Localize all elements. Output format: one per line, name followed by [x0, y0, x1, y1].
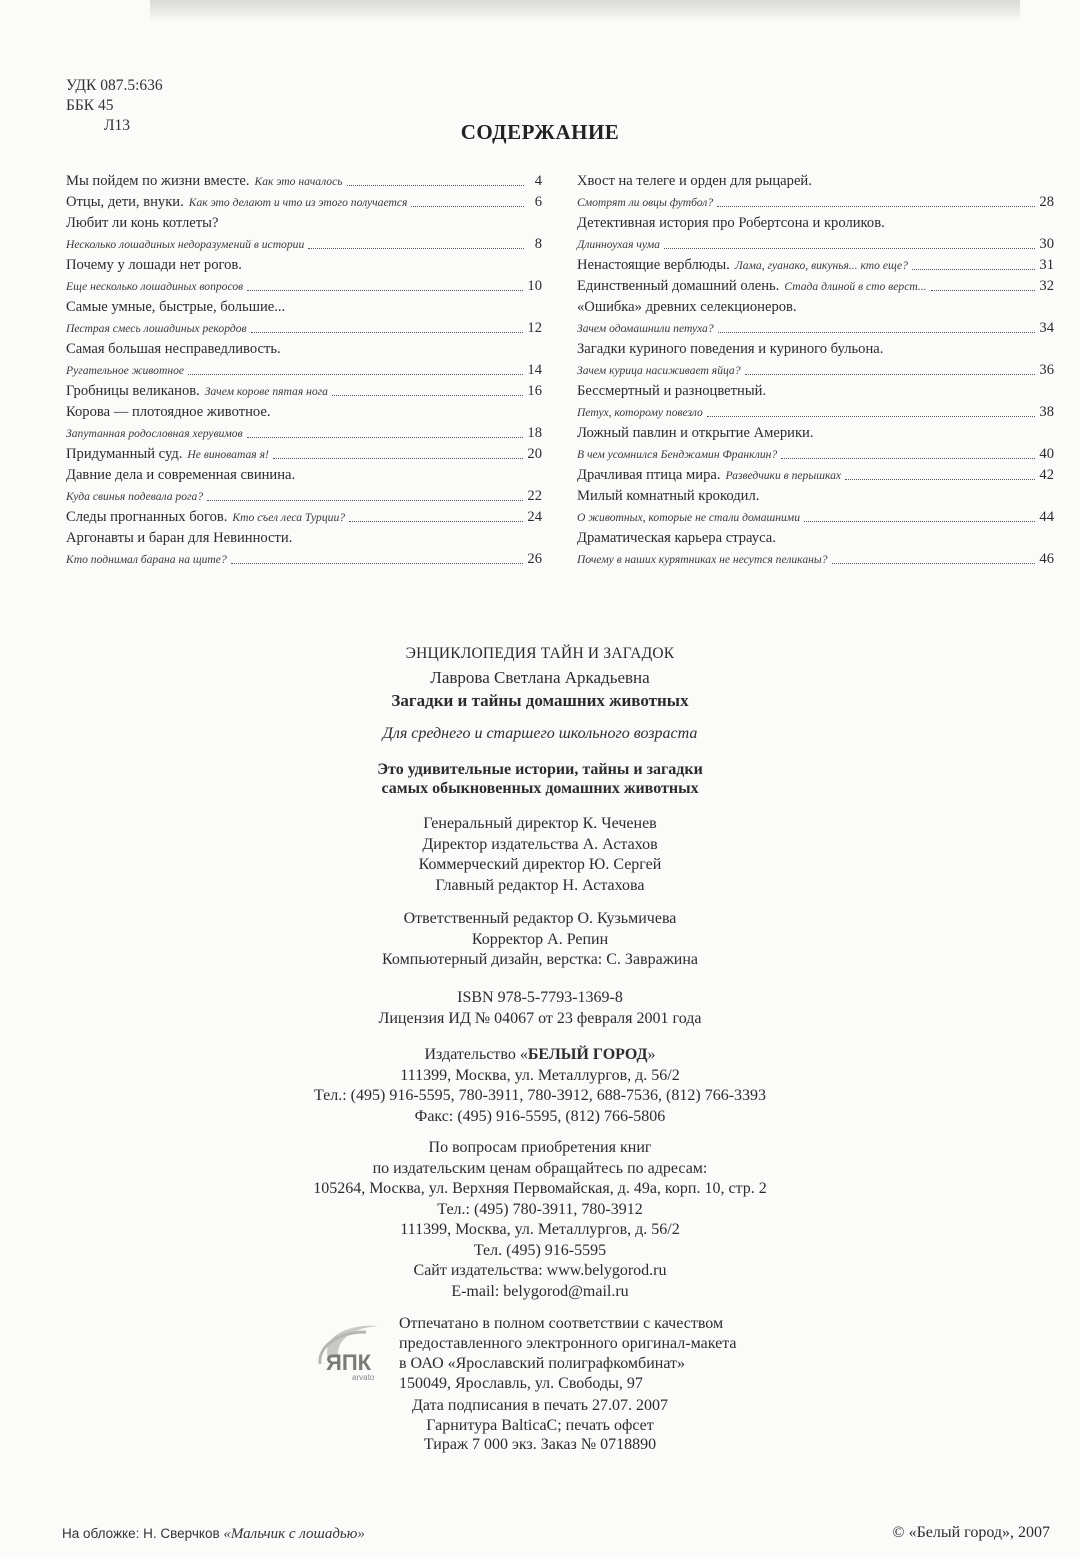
publisher-phone: Тел.: (495) 916-5595, 780-3911, 780-3912, 688-7536, (812) 766-3393	[313, 1087, 767, 1104]
toc-entry-subtitle: Как это делают и что из этого получается	[188, 196, 408, 209]
staff-line: Генеральный директор К. Чеченев	[423, 815, 657, 832]
toc-entry[interactable]	[66, 339, 542, 381]
toc-entry-subtitle: Лама, гуанако, викунья... кто еще?	[734, 259, 908, 272]
staff-line: Корректор А. Репин	[471, 930, 609, 948]
toc-entry-title: Отцы, дети, внуки.	[66, 194, 184, 210]
toc-entry-title: Самые умные, быстрые, большие...	[66, 299, 286, 315]
toc-entry[interactable]	[577, 486, 1054, 528]
staff-line: Директор издательства А. Астахов	[422, 835, 658, 853]
toc-page-number: 22	[527, 488, 542, 504]
toc-page-number: 32	[1039, 278, 1054, 294]
cover-label: На обложке: Н. Сверчков	[62, 1526, 224, 1541]
cover-credit	[62, 1526, 365, 1543]
toc-entry-subtitle: Несколько лошадиных недоразумений в истории	[66, 238, 305, 251]
leader-dots	[664, 248, 1035, 249]
printer-line: в ОАО «Ярославский полиграфкомбинат»	[399, 1355, 685, 1372]
toc-entry[interactable]	[577, 465, 1054, 486]
toc-entry-title: Единственный домашний олень.	[577, 278, 780, 294]
toc-entry[interactable]	[577, 276, 1054, 297]
toc-entry-subtitle: В чем усомнился Бенджамин Франклин?	[577, 448, 778, 461]
toc-entry-subtitle: Ругательное животное	[66, 364, 185, 377]
toc-entry-subtitle: Еще несколько лошадиных вопросов	[66, 280, 244, 293]
toc-entry-title: Давние дела и современная свинина.	[66, 467, 296, 483]
toc-page-number: 18	[527, 425, 542, 441]
toc-entry[interactable]	[66, 528, 542, 570]
toc-entry[interactable]	[66, 192, 542, 213]
leader-dots	[347, 185, 525, 186]
series-name: ЭНЦИКЛОПЕДИЯ ТАЙН И ЗАГАДОК	[405, 645, 675, 662]
toc-page-number: 34	[1039, 320, 1054, 336]
annotation-line: Это удивительные истории, тайны и загадки	[377, 761, 703, 778]
toc-entry-subtitle: Не виноватая я!	[187, 448, 269, 461]
toc-entry-title: Корова — плотоядное животное.	[66, 404, 271, 420]
printer-line: Отпечатано в полном соответствии с качеством	[399, 1315, 724, 1332]
leader-dots	[251, 332, 524, 333]
staff-list-2	[0, 909, 1080, 971]
toc-entry-title: Драматическая карьера страуса.	[577, 530, 776, 546]
book-title: Загадки и тайны домашних животных	[391, 691, 689, 710]
email-line[interactable]: E-mail: belygorod@mail.ru	[451, 1282, 629, 1300]
purchase-line: Тел.: (495) 780-3911, 780-3912	[437, 1200, 643, 1218]
isbn-block	[0, 988, 1080, 1029]
leader-dots	[308, 248, 524, 249]
publisher-suffix: »	[647, 1046, 656, 1063]
leader-dots	[832, 563, 1036, 564]
udk-code: УДК 087.5:636	[66, 77, 163, 94]
toc-entry[interactable]	[66, 297, 542, 339]
toc-entry[interactable]	[577, 213, 1054, 255]
toc-page-number: 6	[534, 194, 542, 210]
printer-block	[399, 1314, 737, 1394]
print-data-line: Дата подписания в печать 27.07. 2007	[412, 1397, 668, 1414]
toc-entry[interactable]	[66, 444, 542, 465]
leader-dots	[718, 332, 1036, 333]
purchase-line: По вопросам приобретения книг	[428, 1139, 652, 1156]
toc-entry[interactable]	[66, 255, 542, 297]
annotation	[0, 760, 1080, 798]
copyright: © «Белый город», 2007	[892, 1524, 1050, 1541]
toc-page-number: 36	[1039, 362, 1054, 378]
toc-entry-title: Ложный павлин и открытие Америки.	[577, 425, 814, 441]
toc-entry[interactable]	[66, 402, 542, 444]
leader-dots	[332, 395, 523, 396]
bbk-code: ББК 45	[66, 97, 114, 114]
toc-entry-title: Гробницы великанов.	[66, 383, 200, 399]
toc-page-number: 10	[527, 278, 542, 294]
toc-entry[interactable]	[577, 297, 1054, 339]
scan-edge-strip	[150, 0, 1020, 22]
toc-page-number: 20	[527, 446, 542, 462]
leader-dots	[247, 290, 523, 291]
leader-dots	[931, 290, 1036, 291]
toc-entry[interactable]	[66, 381, 542, 402]
staff-line: Компьютерный дизайн, верстка: С. Завражина	[382, 951, 698, 968]
publisher-prefix: Издательство «	[424, 1046, 528, 1063]
license: Лицензия ИД № 04067 от 23 февраля 2001 года	[378, 1009, 702, 1027]
toc-entry[interactable]	[66, 465, 542, 507]
leader-dots	[781, 458, 1035, 459]
leader-dots	[207, 500, 523, 501]
toc-page-number: 28	[1039, 194, 1054, 210]
toc-page-number: 8	[534, 236, 542, 252]
leader-dots	[349, 521, 523, 522]
printer-logo-icon	[308, 1318, 394, 1382]
publisher-name: БЕЛЫЙ ГОРОД	[527, 1046, 648, 1063]
staff-line: Коммерческий директор Ю. Сергей	[418, 856, 662, 873]
toc-entry[interactable]	[66, 507, 542, 528]
leader-dots	[411, 206, 524, 207]
toc-page-number: 16	[527, 383, 542, 399]
toc-entry-title: Мы пойдем по жизни вместе.	[66, 173, 250, 189]
toc-entry-subtitle: Запутанная родословная херувимов	[66, 427, 243, 440]
toc-entry-title: Почему у лошади нет рогов.	[66, 257, 242, 273]
toc-entry-subtitle: Зачем курица насиживает яйца?	[577, 364, 741, 377]
toc-entry-subtitle: Стада длиной в сто верст...	[784, 280, 927, 293]
toc-entry-subtitle: Петух, которому повезло	[577, 406, 703, 419]
toc-entry-title: Драчливая птица мира.	[577, 467, 721, 483]
logo-sub: arvato	[352, 1373, 375, 1382]
toc-entry[interactable]	[577, 339, 1054, 381]
publisher-name-line	[0, 1045, 1080, 1066]
toc-entry-title: Самая большая несправедливость.	[66, 341, 281, 357]
toc-page-number: 31	[1039, 257, 1054, 273]
toc-page-number: 40	[1039, 446, 1054, 462]
staff-line: Главный редактор Н. Астахова	[435, 876, 645, 894]
toc-entry-title: Хвост на телеге и орден для рыцарей.	[577, 173, 812, 189]
age-group: Для среднего и старшего школьного возраста	[382, 725, 698, 742]
toc-entry[interactable]	[66, 213, 542, 255]
staff-list-1	[0, 814, 1080, 896]
toc-entry-title: Детективная история про Робертсона и кроликов.	[577, 215, 885, 231]
isbn: ISBN 978-5-7793-1369-8	[457, 989, 623, 1006]
toc-entry-subtitle: Смотрят ли овцы футбол?	[577, 196, 714, 209]
toc-page-number: 44	[1039, 509, 1054, 525]
toc-entry-subtitle: Зачем корове пятая нога	[204, 385, 328, 398]
toc-entry-subtitle: Почему в наших курятниках не несутся пеликаны?	[577, 553, 828, 566]
toc-entry-title: Загадки куриного поведения и куриного бульона.	[577, 341, 884, 357]
toc-entry-title: Бессмертный и разноцветный.	[577, 383, 767, 399]
purchase-line: 111399, Москва, ул. Металлургов, д. 56/2	[400, 1221, 680, 1238]
leader-dots	[231, 563, 524, 564]
leader-dots	[745, 374, 1036, 375]
toc-page-number: 12	[527, 320, 542, 336]
toc-entry[interactable]	[577, 423, 1054, 465]
purchase-line: по издательским ценам обращайтесь по адресам:	[372, 1159, 708, 1177]
website-line[interactable]: Сайт издательства: www.belygorod.ru	[413, 1262, 667, 1279]
leader-dots	[188, 374, 523, 375]
toc-page-number: 42	[1039, 467, 1054, 483]
toc-entry-subtitle: Куда свинья подевала рога?	[66, 490, 204, 503]
print-data-line: Гарнитура BalticaC; печать офсет	[426, 1416, 654, 1434]
toc-entry-subtitle: Кто поднимал барана на щите?	[66, 553, 227, 566]
publisher-address: 111399, Москва, ул. Металлургов, д. 56/2	[400, 1066, 680, 1084]
toc-entry-subtitle: Пестрая смесь лошадиных рекордов	[66, 322, 247, 335]
toc-page-number: 38	[1039, 404, 1054, 420]
toc-entry-subtitle: Длинноухая чума	[577, 238, 660, 251]
leader-dots	[273, 458, 524, 459]
toc-entry-title: Придуманный суд.	[66, 446, 183, 462]
toc-entry[interactable]	[66, 171, 542, 192]
toc-entry-subtitle: Как это началось	[254, 175, 343, 188]
toc-entry[interactable]	[577, 381, 1054, 423]
toc-entry-title: Любит ли конь котлеты?	[66, 215, 219, 231]
annotation-line: самых обыкновенных домашних животных	[381, 780, 699, 797]
toc-right-column	[577, 171, 1054, 570]
toc-entry[interactable]	[577, 528, 1054, 570]
toc-entry[interactable]	[577, 255, 1054, 276]
leader-dots	[845, 479, 1035, 480]
leader-dots	[247, 437, 524, 438]
cover-work: «Мальчик с лошадью»	[223, 1526, 365, 1542]
toc-entry-subtitle: Разведчики в перышках	[725, 469, 842, 482]
toc-entry-subtitle: Зачем одомашнили петуха?	[577, 322, 714, 335]
toc-title: СОДЕРЖАНИЕ	[460, 120, 620, 144]
leader-dots	[707, 416, 1036, 417]
purchase-block	[0, 1138, 1080, 1302]
publisher-block	[0, 1045, 1080, 1127]
leader-dots	[717, 206, 1035, 207]
purchase-line: Тел. (495) 916-5595	[473, 1241, 607, 1259]
publisher-fax: Факс: (495) 916-5595, (812) 766-5806	[414, 1107, 666, 1125]
toc-page-number: 4	[534, 173, 542, 189]
book-author: Лаврова Светлана Аркадьевна	[430, 668, 650, 687]
printer-line: 150049, Ярославль, ул. Свободы, 97	[399, 1375, 643, 1392]
toc-entry-subtitle: Кто съел леса Турции?	[232, 511, 346, 524]
printer-line: предоставленного электронного оригинал-макета	[399, 1335, 737, 1352]
toc-entry[interactable]	[577, 171, 1054, 213]
purchase-line: 105264, Москва, ул. Верхняя Первомайская, д. 49а, корп. 10, стр. 2	[313, 1180, 767, 1197]
staff-line: Ответственный редактор О. Кузьмичева	[403, 910, 677, 927]
toc-page-number: 26	[527, 551, 542, 567]
toc-entry-title: Милый комнатный крокодил.	[577, 488, 760, 504]
toc-left-column	[66, 171, 542, 570]
print-data-block	[0, 1396, 1080, 1455]
toc-entry-title: Следы прогнанных богов.	[66, 509, 228, 525]
toc-entry-title: Аргонавты и баран для Невинности.	[66, 530, 293, 546]
toc-entry-title: Ненастоящие верблюды.	[577, 257, 730, 273]
logo-text: ЯПК	[326, 1350, 372, 1375]
leader-dots	[912, 269, 1035, 270]
toc-page-number: 14	[527, 362, 542, 378]
toc-page-number: 46	[1039, 551, 1054, 567]
toc-entry-title: «Ошибка» древних селекционеров.	[577, 299, 797, 315]
leader-dots	[804, 521, 1035, 522]
author-mark: Л13	[104, 117, 131, 134]
toc-page-number: 24	[527, 509, 542, 525]
toc-page-number: 30	[1039, 236, 1054, 252]
print-data-line: Тираж 7 000 экз. Заказ № 0718890	[423, 1436, 657, 1453]
toc-entry-subtitle: О животных, которые не стали домашними	[577, 511, 801, 524]
